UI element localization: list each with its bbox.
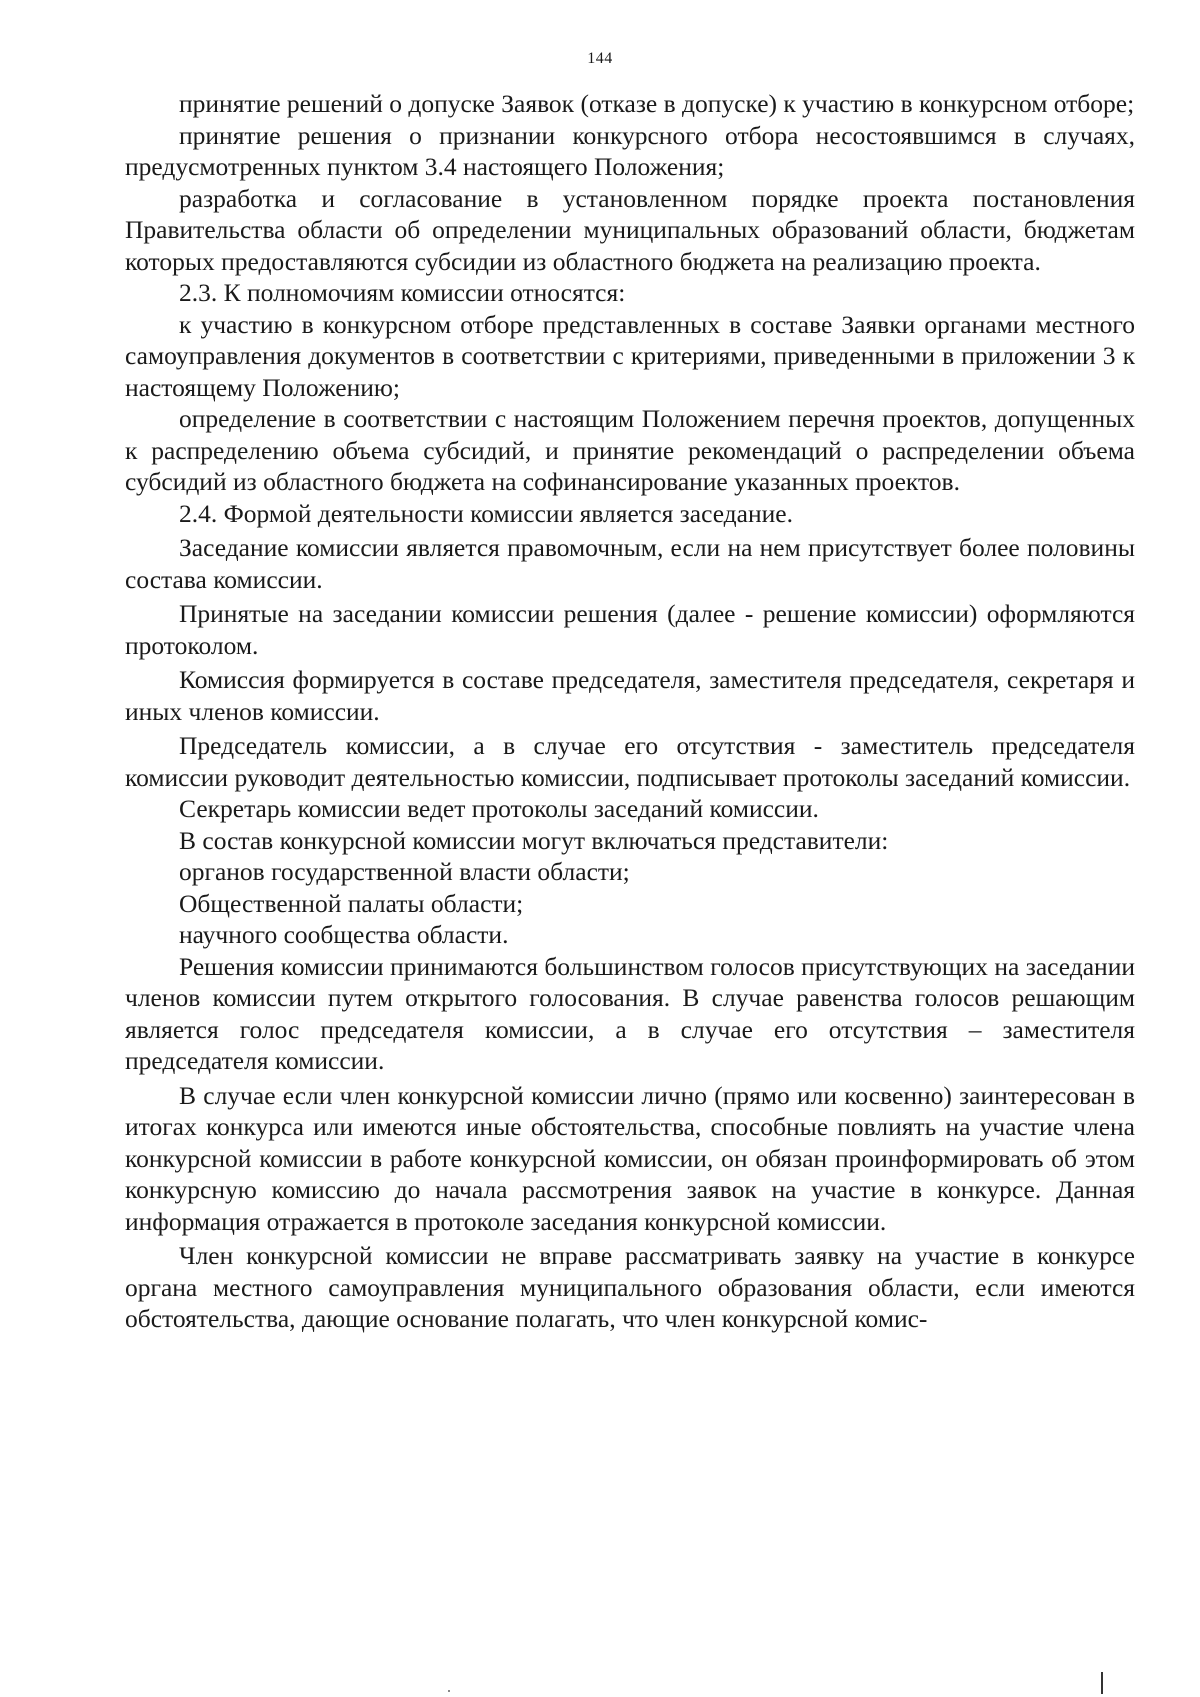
paragraph: Председатель комиссии, а в случае его отсутствия - заместитель председателя комиссии руководит деятельностью комиссии, подписывает протоколы заседаний комиссии. — [125, 731, 1135, 792]
paragraph: Комиссия формируется в составе председателя, заместителя председателя, секретаря и иных членов комиссии. — [125, 665, 1135, 726]
paragraph: Принятые на заседании комиссии решения (далее - решение комиссии) оформляются протоколом. — [125, 599, 1135, 660]
paragraph: определение в соответствии с настоящим Положением перечня проектов, допущенных к распределению объема субсидий, и принятие рекомендаций о распределении объема субсидий из областного бюджета на софинансирование указанных проектов. — [125, 404, 1135, 496]
paragraph: принятие решений о допуске Заявок (отказе в допуске) к участию в конкурсном отборе; — [179, 89, 1135, 118]
page-number: 144 — [587, 50, 613, 67]
paragraph: Заседание комиссии является правомочным, если на нем присутствует более половины состава комиссии. — [125, 533, 1135, 594]
paragraph: разработка и согласование в установленном порядке проекта постановления Правительства области об определении муниципальных образований области, бюджетам которых предоставляются субсидии из областного бюджета на реализацию проекта. — [125, 183, 1135, 276]
list-item: Общественной палаты области; — [179, 888, 524, 918]
section-heading: 2.3. К полномочиям комиссии относятся: — [179, 278, 626, 307]
paragraph: Секретарь комиссии ведет протоколы заседаний комиссии. — [179, 794, 819, 823]
section-heading: 2.4. Формой деятельности комиссии является заседание. — [179, 498, 793, 528]
list-item: научного сообщества области. — [179, 920, 509, 949]
scan-artifact — [1101, 1672, 1103, 1694]
paragraph: Член конкурсной комиссии не вправе рассматривать заявку на участие в конкурсе органа местного самоуправления муниципального образования области, если имеются обстоятельства, дающие основание полагать, что член конкурсной комис- — [125, 1241, 1135, 1333]
paragraph: В состав конкурсной комиссии могут включаться представители: — [179, 825, 889, 855]
scan-artifact — [448, 1690, 450, 1692]
paragraph: к участию в конкурсном отборе представленных в составе Заявки органами местного самоуправления документов в соответствии с критериями, приведенными в приложении 3 к настоящему Положению; — [125, 309, 1135, 402]
document-body — [125, 88, 1135, 1335]
list-item: органов государственной власти области; — [179, 857, 630, 886]
paragraph: Решения комиссии принимаются большинством голосов присутствующих на заседании членов комиссии путем открытого голосования. В случае равенства голосов решающим является голос председателя комиссии, а в случае его отсутствия – заместителя председателя комиссии. — [125, 951, 1135, 1075]
paragraph: принятие решения о признании конкурсного отбора несостоявшимся в случаях, предусмотренных пунктом 3.4 настоящего Положения; — [125, 120, 1135, 181]
paragraph: В случае если член конкурсной комиссии лично (прямо или косвенно) заинтересован в итогах конкурса или имеются иные обстоятельства, способные повлиять на участие члена конкурсной комиссии в работе конкурсной комиссии, он обязан проинформировать об этом конкурсную комиссию до начала рассмотрения заявок на участие в конкурсе. Данная информация отражается в протоколе заседания конкурсной комиссии. — [125, 1080, 1135, 1236]
